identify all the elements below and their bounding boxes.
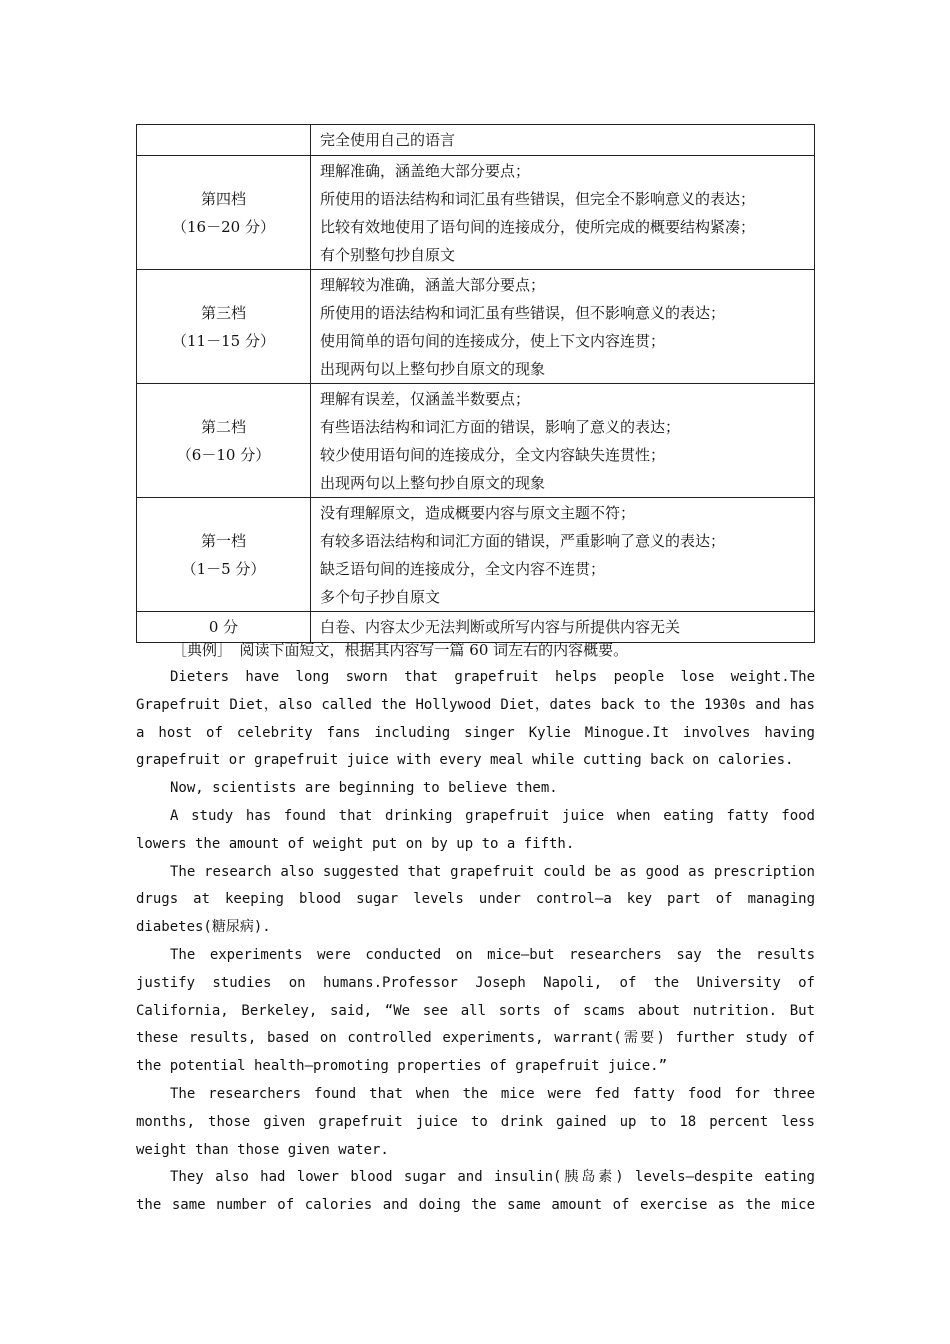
paragraph [136, 1164, 815, 1220]
text-line: a host of celebrity fans including singer Kylie Minogue.It involves having [136, 724, 815, 741]
criteria-line: 没有理解原文，造成概要内容与原文主题不符； [320, 503, 636, 522]
grade-label: 第一档 [200, 531, 246, 550]
criteria-line: 出现两句以上整句抄自原文的现象 [320, 359, 546, 378]
grade-label: 第四档 [200, 189, 246, 208]
criteria-line: 出现两句以上整句抄自原文的现象 [320, 473, 546, 492]
text-line: The research also suggested that grapefruit could be as good as prescription [170, 863, 815, 880]
criteria-line: 所使用的语法结构和词汇虽有些错误，但完全不影响意义的表达； [320, 189, 756, 208]
criteria-line: 理解较为准确，涵盖大部分要点； [320, 275, 546, 294]
example-intro: ［典例］ 阅读下面短文，根据其内容写一篇 60 词左右的内容概要。 [172, 641, 629, 659]
score-range: （11－15 分） [172, 331, 275, 350]
rubric-row-tier2 [137, 384, 815, 498]
grade-cell [137, 125, 311, 156]
text-line: drugs at keeping blood sugar levels under control—a key part of managing [136, 891, 815, 908]
criteria-line: 理解准确，涵盖绝大部分要点； [320, 161, 531, 180]
paragraph [136, 803, 815, 859]
criteria-cell [311, 384, 815, 498]
criteria-cell [311, 270, 815, 384]
rubric-row-tier1 [137, 498, 815, 612]
score-range: （6－10 分） [176, 445, 271, 464]
criteria-cell [311, 156, 815, 270]
score-range: （16－20 分） [172, 217, 275, 236]
text-line: justify studies on humans.Professor Joseph Napoli, of the University of [136, 974, 815, 991]
text-line: weight than those given water. [136, 1141, 389, 1158]
criteria-line: 有个别整句抄自原文 [320, 245, 456, 264]
grade-label: 第二档 [200, 417, 246, 436]
grade-cell [137, 498, 311, 612]
text-line: Now, scientists are beginning to believe them. [170, 780, 558, 797]
text-line: the same number of calories and doing the same amount of exercise as the mice [136, 1197, 815, 1214]
criteria-line: 完全使用自己的语言 [320, 131, 456, 149]
text-line: A study has found that drinking grapefruit juice when eating fatty food [170, 807, 815, 824]
paragraph [136, 775, 815, 803]
text-line: Dieters have long sworn that grapefruit helps people lose weight.The [170, 669, 815, 685]
grade-label: 第三档 [200, 303, 246, 322]
text-line: months, those given grapefruit juice to drink gained up to 18 percent less [136, 1113, 815, 1130]
criteria-line: 缺乏语句间的连接成分，全文内容不连贯； [320, 559, 606, 578]
text-line: California, Berkeley, said, “We see all sorts of scams about nutrition. But [136, 1002, 815, 1019]
criteria-line: 比较有效地使用了语句间的连接成分，使所完成的概要结构紧凑； [320, 217, 756, 236]
rubric-row-tier3 [137, 270, 815, 384]
criteria-cell [311, 498, 815, 612]
scoring-rubric-table [136, 124, 815, 643]
criteria-line: 所使用的语法结构和词汇虽有些错误，但不影响意义的表达； [320, 303, 726, 322]
text-line: the potential health—promoting properties of grapefruit juice.” [136, 1058, 668, 1075]
criteria-line: 白卷、内容太少无法判断或所写内容与所提供内容无关 [320, 618, 681, 636]
paragraph [136, 942, 815, 1081]
example-section [136, 636, 815, 1220]
text-line: diabetes(糖尿病). [136, 919, 271, 936]
score-range: （1－5 分） [181, 559, 266, 578]
text-line: Grapefruit Diet，also called the Hollywood Diet，dates back to the 1930s and has [136, 696, 815, 713]
criteria-line: 有较多语法结构和词汇方面的错误，严重影响了意义的表达； [320, 531, 726, 550]
rubric-row-tier4 [137, 156, 815, 270]
text-line: The experiments were conducted on mice—but researchers say the results [170, 946, 815, 963]
grade-cell [137, 156, 311, 270]
text-line: these results, based on controlled experiments, warrant(需要) further study of [136, 1030, 815, 1047]
criteria-line: 使用简单的语句间的连接成分，使上下文内容连贯； [320, 331, 666, 350]
paragraph [136, 1081, 815, 1164]
text-line: lowers the amount of weight put on by up to a fifth. [136, 835, 575, 852]
criteria-line: 较少使用语句间的连接成分，全文内容缺失连贯性； [320, 445, 666, 464]
criteria-line: 多个句子抄自原文 [320, 587, 441, 606]
paragraph [136, 859, 815, 942]
grade-label: 0 分 [208, 618, 239, 636]
criteria-line: 有些语法结构和词汇方面的错误，影响了意义的表达； [320, 417, 681, 436]
text-line: grapefruit or grapefruit juice with every meal while cutting back on calories. [136, 752, 794, 769]
criteria-cell [311, 125, 815, 156]
text-line: They also had lower blood sugar and insulin(胰岛素) levels—despite eating [170, 1169, 815, 1186]
rubric-row-continuation [137, 125, 815, 156]
grade-cell [137, 270, 311, 384]
criteria-line: 理解有误差，仅涵盖半数要点； [320, 389, 531, 408]
grade-cell [137, 384, 311, 498]
text-line: The researchers found that when the mice were fed fatty food for three [170, 1085, 815, 1102]
paragraph [136, 664, 815, 775]
